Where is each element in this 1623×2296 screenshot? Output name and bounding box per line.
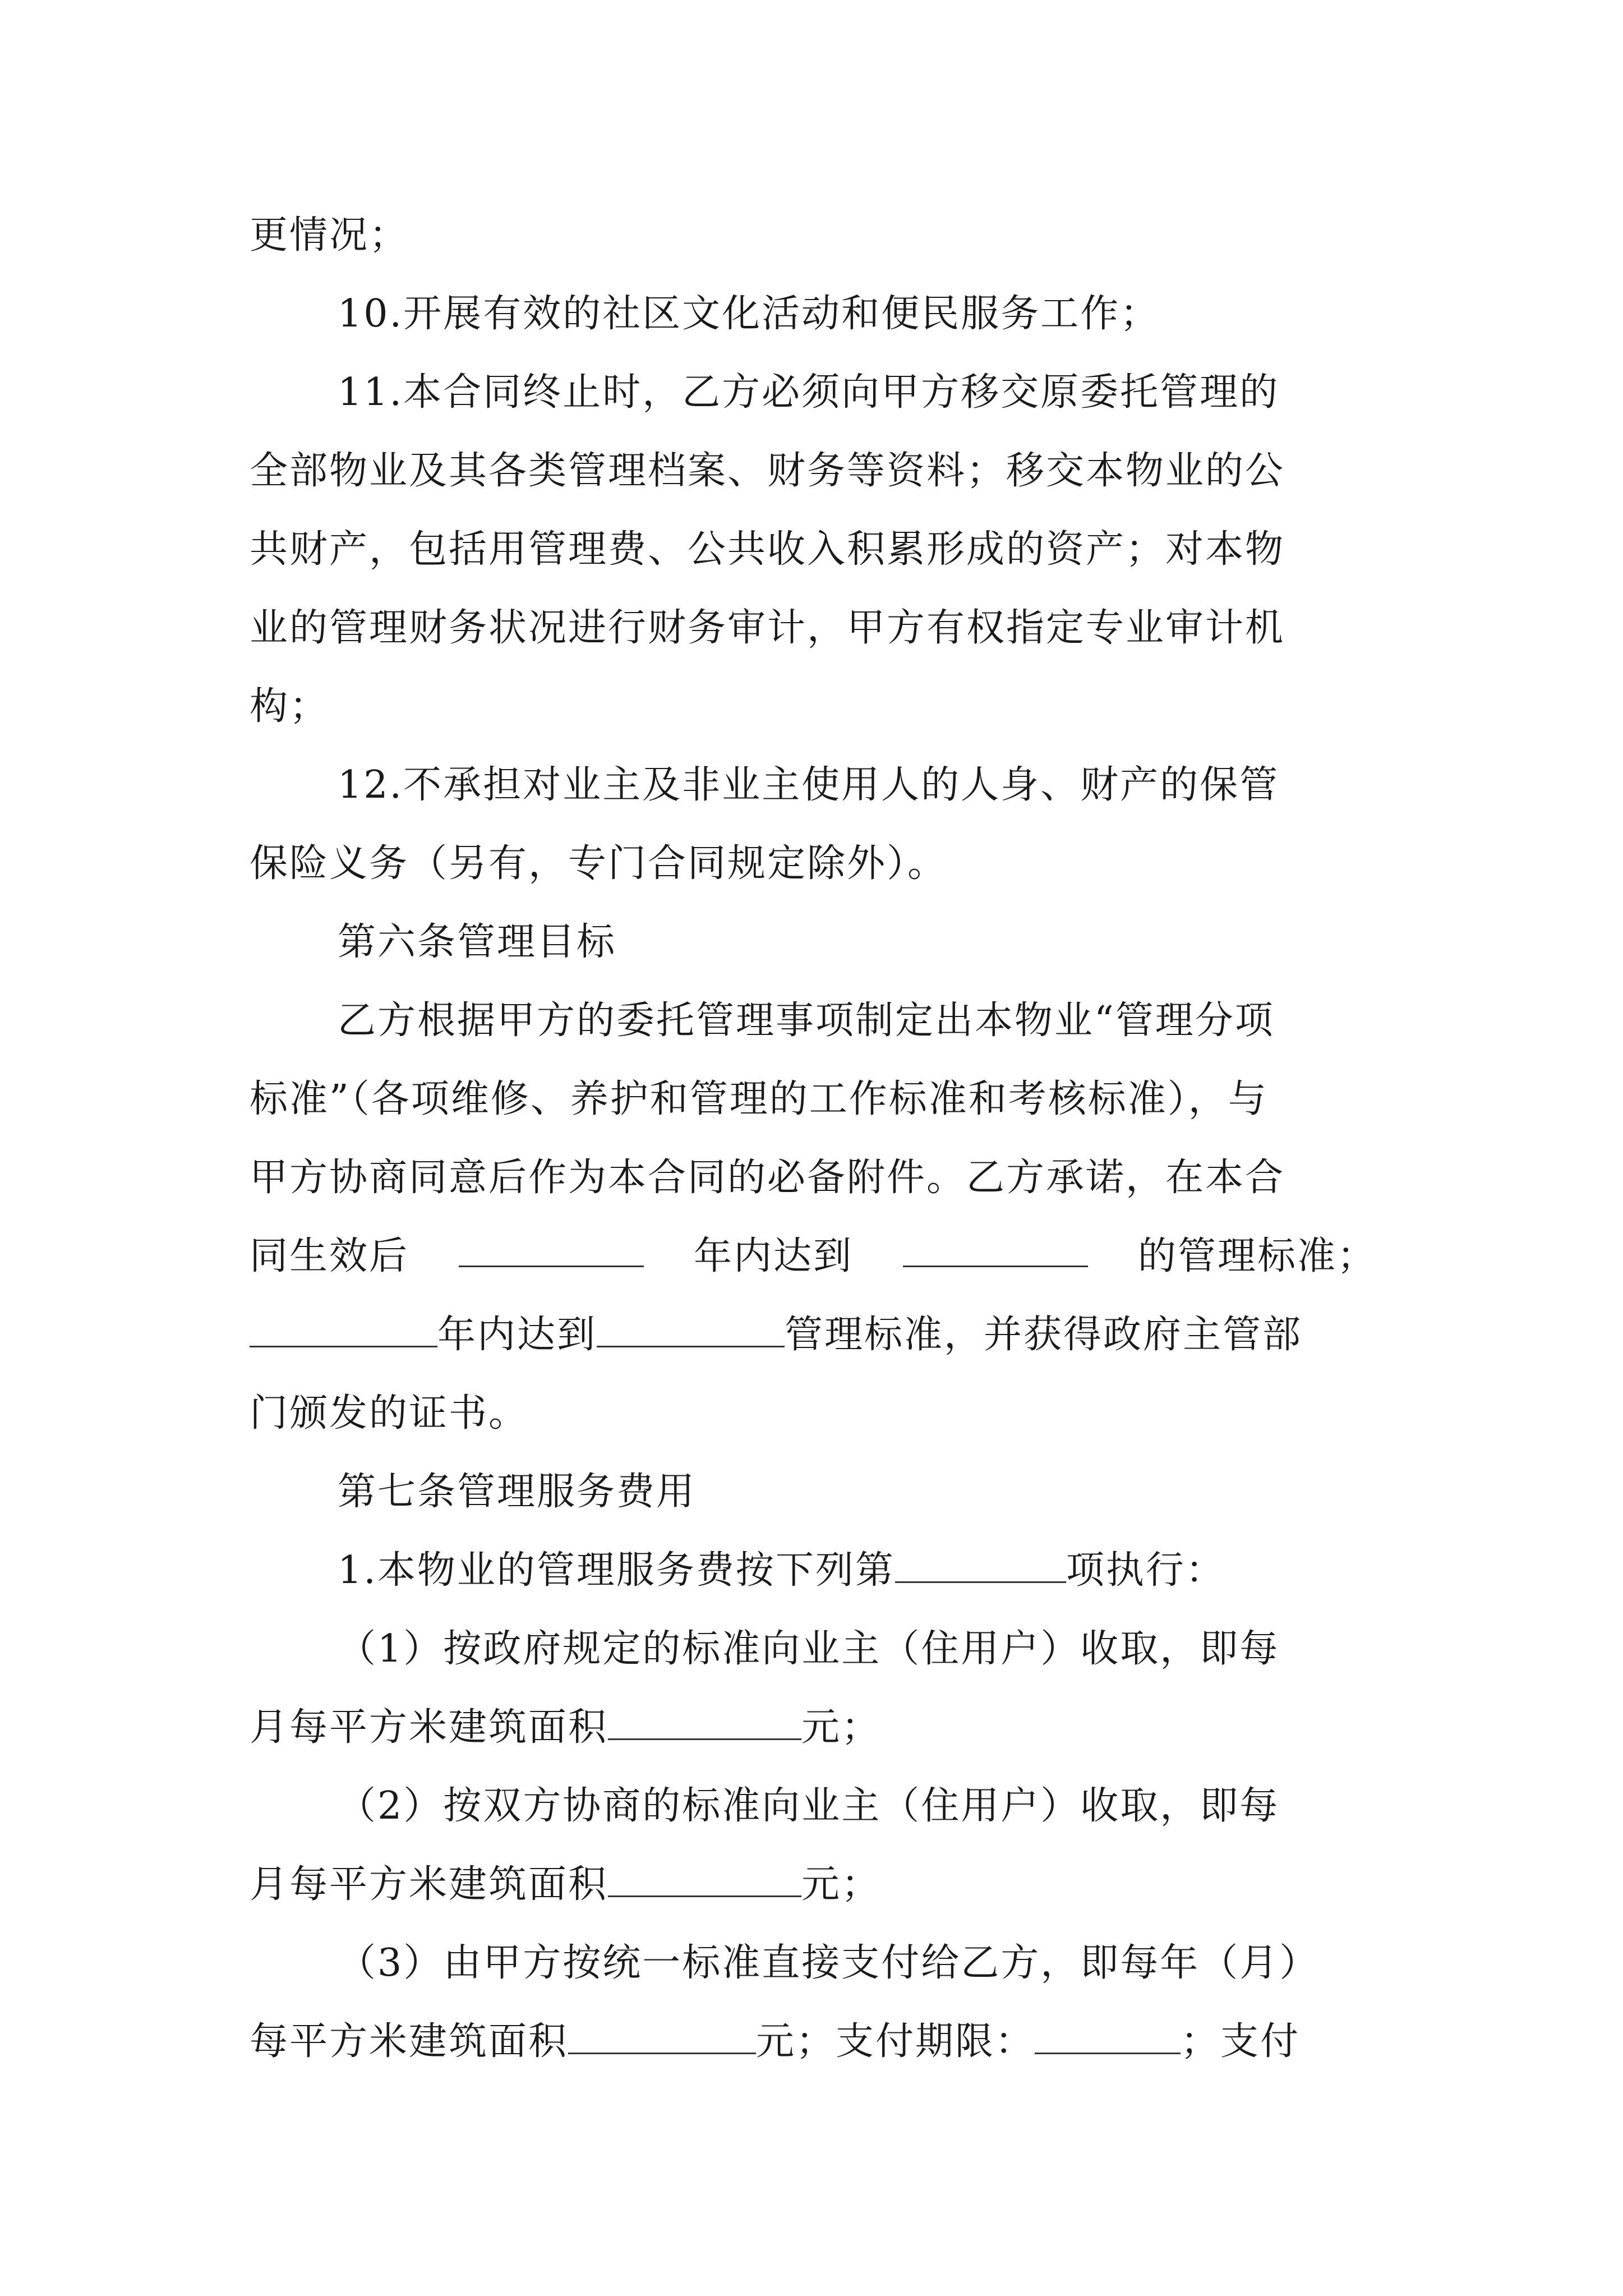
- text-segment: 元；支付期限：: [756, 2019, 1035, 2064]
- text-line: 共财产，包括用管理费、公共收入积累形成的资产；对本物: [250, 527, 1285, 572]
- section-heading-article-6: 第六条管理目标: [338, 920, 617, 964]
- text-line-with-blanks: [250, 1307, 1377, 1363]
- fill-in-blank[interactable]: [459, 1228, 644, 1267]
- option-item-2: （2）按双方协商的标准向业主（住用户）收取，即每: [338, 1784, 1280, 1828]
- list-item-11: 11.本合同终止时，乙方必须向甲方移交原委托管理的: [338, 370, 1280, 415]
- text-segment: ；支付: [1181, 2019, 1301, 2064]
- text-line: 业的管理财务状况进行财务审计，甲方有权指定专业审计机: [250, 606, 1285, 650]
- text-segment: 每平方米建筑面积: [250, 2019, 569, 2064]
- text-segment: 月每平方米建筑面积: [250, 1705, 608, 1750]
- fill-in-blank[interactable]: [608, 1701, 801, 1740]
- text-line: 保险义务（另有，专门合同规定除外）。: [250, 841, 948, 886]
- paragraph-line: 乙方根据甲方的委托管理事项制定出本物业“管理分项: [338, 999, 1275, 1043]
- text-segment: 的管理标准；: [1137, 1234, 1377, 1278]
- text-line-with-blanks: [250, 1228, 1377, 1285]
- list-item-10: 10.开展有效的社区文化活动和便民服务工作；: [338, 292, 1160, 336]
- text-line-with-blanks: [250, 1700, 1377, 1756]
- text-segment: 月每平方米建筑面积: [250, 1862, 608, 1907]
- option-item-3: （3）由甲方按统一标准直接支付给乙方，即每年（月）: [338, 1941, 1320, 1985]
- text-segment: 年内达到: [437, 1313, 597, 1357]
- fill-in-blank[interactable]: [895, 1544, 1066, 1583]
- text-segment: 管理标准，并获得政府主管部: [785, 1313, 1303, 1357]
- text-line-with-blanks: [250, 1857, 1377, 1913]
- text-line-with-blanks: [338, 1543, 1377, 1599]
- text-line: 更情况；: [250, 213, 409, 257]
- text-segment: 元；: [801, 1705, 882, 1750]
- text-line-with-blanks: [250, 2014, 1377, 2070]
- section-heading-article-7: 第七条管理服务费用: [338, 1470, 697, 1514]
- fill-in-blank[interactable]: [597, 1309, 785, 1347]
- text-line: 门颁发的证书。: [250, 1391, 529, 1435]
- fill-in-blank[interactable]: [903, 1228, 1088, 1267]
- option-item-1: （1）按政府规定的标准向业主（住用户）收取，即每: [338, 1627, 1280, 1671]
- text-segment: 1.本物业的管理服务费按下列第: [338, 1548, 895, 1593]
- list-item-12: 12.不承担对业主及非业主使用人的人身、财产的保管: [338, 763, 1280, 807]
- text-line: 甲方协商同意后作为本合同的必备附件。乙方承诺，在本合: [250, 1156, 1285, 1200]
- fill-in-blank[interactable]: [1035, 2016, 1181, 2054]
- text-line: 构；: [250, 684, 330, 729]
- text-segment: 同生效后: [250, 1234, 409, 1278]
- text-segment: 元；: [801, 1862, 882, 1907]
- fill-in-blank[interactable]: [250, 1309, 437, 1347]
- text-segment: 年内达到: [693, 1234, 853, 1278]
- text-line: 标准”（各项维修、养护和管理的工作标准和考核标准），与: [250, 1077, 1268, 1121]
- text-segment: 项执行：: [1066, 1548, 1225, 1593]
- fill-in-blank[interactable]: [568, 2016, 756, 2054]
- text-line: 全部物业及其各类管理档案、财务等资料；移交本物业的公: [250, 449, 1285, 493]
- fill-in-blank[interactable]: [608, 1858, 801, 1897]
